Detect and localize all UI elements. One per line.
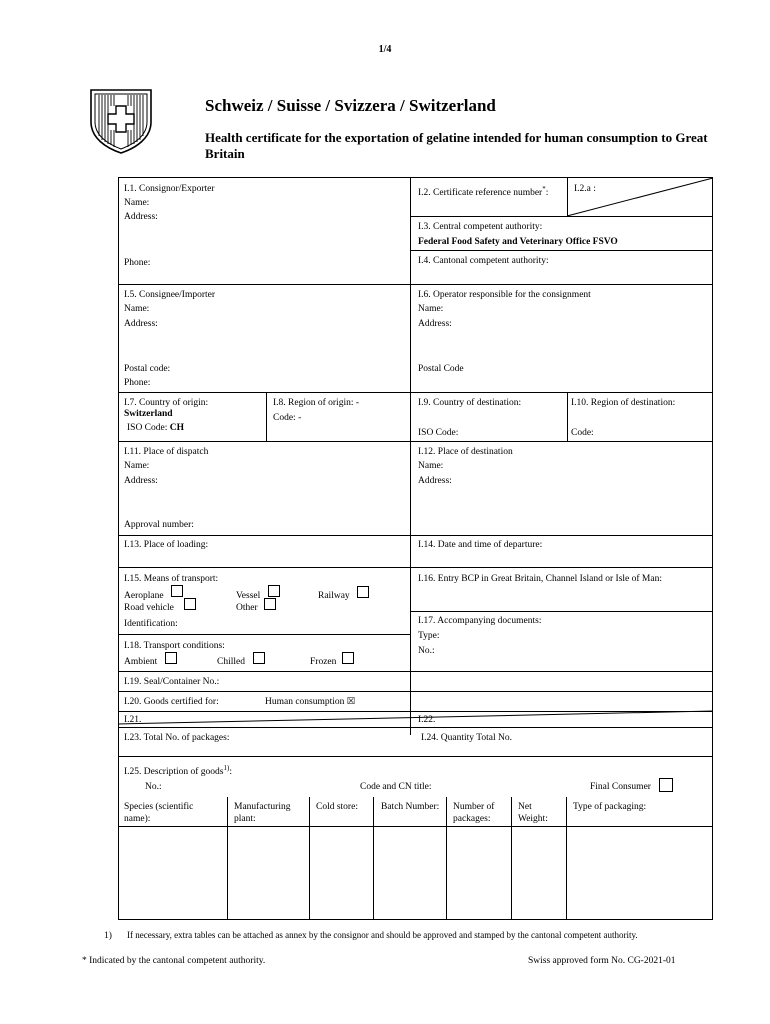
i8-code: Code: - xyxy=(273,413,302,423)
col-type-of-packaging: Type of packaging: xyxy=(573,802,647,812)
i9-iso-field[interactable]: ISO Code: xyxy=(418,428,459,438)
i22-title: I.22. xyxy=(418,715,436,725)
i21-title: I.21. xyxy=(124,715,142,725)
footnote-text: If necessary, extra tables can be attached as annex by the consignor and should be approved and stamped by the cantonal competent authority. xyxy=(127,930,638,940)
aeroplane-label: Aeroplane xyxy=(124,591,164,601)
i11-address-field[interactable]: Address: xyxy=(124,476,158,486)
vessel-label: Vessel xyxy=(236,591,261,601)
i12-name-field[interactable]: Name: xyxy=(418,461,444,471)
asterisk-note: * Indicated by the cantonal competent authority. xyxy=(82,956,266,966)
i6-title: I.6. Operator responsible for the consignment xyxy=(418,290,591,300)
i9-title: I.9. Country of destination: xyxy=(418,398,522,408)
i1-title: I.1. Consignor/Exporter xyxy=(124,184,215,194)
i5-phone-field[interactable]: Phone: xyxy=(124,378,151,388)
vessel-checkbox[interactable] xyxy=(268,585,280,597)
i23-field[interactable]: I.23. Total No. of packages: xyxy=(124,733,230,743)
i25-label: I.25. Description of goods xyxy=(124,767,224,778)
i25-footnote-ref: 1) xyxy=(223,764,230,772)
i20-title: I.20. Goods certified for: xyxy=(124,697,219,707)
i19-field[interactable]: I.19. Seal/Container No.: xyxy=(124,677,220,687)
road-vehicle-label: Road vehicle xyxy=(124,603,174,613)
i17-type-field[interactable]: Type: xyxy=(418,631,440,641)
i12-title: I.12. Place of destination xyxy=(418,447,513,457)
i1-address-field[interactable]: Address: xyxy=(124,212,158,222)
i15-title: I.15. Means of transport: xyxy=(124,574,219,584)
other-checkbox[interactable] xyxy=(264,598,276,610)
col-net-weight: Net Weight: xyxy=(518,802,548,824)
i18-title: I.18. Transport conditions: xyxy=(124,641,225,651)
frozen-checkbox[interactable] xyxy=(342,652,354,664)
i12-address-field[interactable]: Address: xyxy=(418,476,452,486)
final-consumer-label: Final Consumer xyxy=(590,782,651,792)
col-batch-number: Batch Number: xyxy=(381,802,440,812)
ambient-checkbox[interactable] xyxy=(165,652,177,664)
form-number: Swiss approved form No. CG-2021-01 xyxy=(528,956,676,966)
i25-title xyxy=(124,762,232,778)
railway-label: Railway xyxy=(318,591,350,601)
railway-checkbox[interactable] xyxy=(357,586,369,598)
frozen-label: Frozen xyxy=(310,657,337,667)
i25-colon: : xyxy=(229,767,232,778)
i14-field[interactable]: I.14. Date and time of departure: xyxy=(418,540,543,550)
i17-no-field[interactable]: No.: xyxy=(418,646,435,656)
i25-code-cn-field[interactable]: Code and CN title: xyxy=(360,782,432,792)
i3-title: I.3. Central competent authority: xyxy=(418,222,543,232)
final-consumer-checkbox[interactable] xyxy=(659,778,673,792)
chilled-label: Chilled xyxy=(217,657,245,667)
i5-address-field[interactable]: Address: xyxy=(124,319,158,329)
i7-iso-value: CH xyxy=(169,423,184,433)
col-manufacturing-plant: Manufacturing plant: xyxy=(234,802,291,824)
i2-colon: : xyxy=(545,188,549,199)
i16-field[interactable]: I.16. Entry BCP in Great Britain, Channel Island or Isle of Man: xyxy=(418,574,662,584)
certificate-title: Health certificate for the exportation of gelatine intended for human consumption to Great Britain xyxy=(205,130,708,161)
i11-title: I.11. Place of dispatch xyxy=(124,447,209,457)
identification-field[interactable]: Identification: xyxy=(124,619,178,629)
i24-field[interactable]: I.24. Quantity Total No. xyxy=(421,733,512,743)
i2-title[interactable] xyxy=(418,183,548,199)
i25-no-field[interactable]: No.: xyxy=(145,782,162,792)
i20-value: Human consumption ☒ xyxy=(265,697,356,707)
i6-postal-field[interactable]: Postal Code xyxy=(418,364,464,374)
page-number: 1/4 xyxy=(378,44,392,55)
i11-name-field[interactable]: Name: xyxy=(124,461,150,471)
i17-title: I.17. Accompanying documents: xyxy=(418,616,542,626)
i4-field[interactable]: I.4. Cantonal competent authority: xyxy=(418,256,549,266)
i7-value: Switzerland xyxy=(124,409,173,419)
footnote-number: 1) xyxy=(104,931,112,941)
other-label: Other xyxy=(236,603,258,613)
i2-label: I.2. Certificate reference number xyxy=(418,188,543,199)
i8-title: I.8. Region of origin: - xyxy=(273,398,360,408)
i2a-field[interactable]: I.2.a : xyxy=(574,184,596,194)
ambient-label: Ambient xyxy=(124,657,158,667)
col-species: Species (scientific name): xyxy=(124,802,194,824)
i1-phone-field[interactable]: Phone: xyxy=(124,258,151,268)
i6-name-field[interactable]: Name: xyxy=(418,304,444,314)
i5-name-field[interactable]: Name: xyxy=(124,304,150,314)
country-title: Schweiz / Suisse / Svizzera / Switzerland xyxy=(205,96,496,115)
i13-field[interactable]: I.13. Place of loading: xyxy=(124,540,209,550)
i3-value: Federal Food Safety and Veterinary Office FSVO xyxy=(418,237,618,247)
i5-postal-field[interactable]: Postal code: xyxy=(124,364,171,374)
i7-iso xyxy=(127,422,184,434)
i1-name-field[interactable]: Name: xyxy=(124,198,150,208)
i7-title: I.7. Country of origin: xyxy=(124,398,209,408)
i10-code-field[interactable]: Code: xyxy=(571,428,594,438)
chilled-checkbox[interactable] xyxy=(253,652,265,664)
i6-address-field[interactable]: Address: xyxy=(418,319,452,329)
i7-iso-label: ISO Code: xyxy=(127,423,168,433)
i5-title: I.5. Consignee/Importer xyxy=(124,290,216,300)
col-number-of-packages: Number of packages: xyxy=(453,802,495,824)
aeroplane-checkbox[interactable] xyxy=(171,585,183,597)
i2-asterisk: * xyxy=(542,185,546,193)
col-cold-store: Cold store: xyxy=(316,802,358,812)
road-vehicle-checkbox[interactable] xyxy=(184,598,196,610)
i11-approval-field[interactable]: Approval number: xyxy=(124,520,194,530)
i10-title: I.10. Region of destination: xyxy=(571,398,676,408)
